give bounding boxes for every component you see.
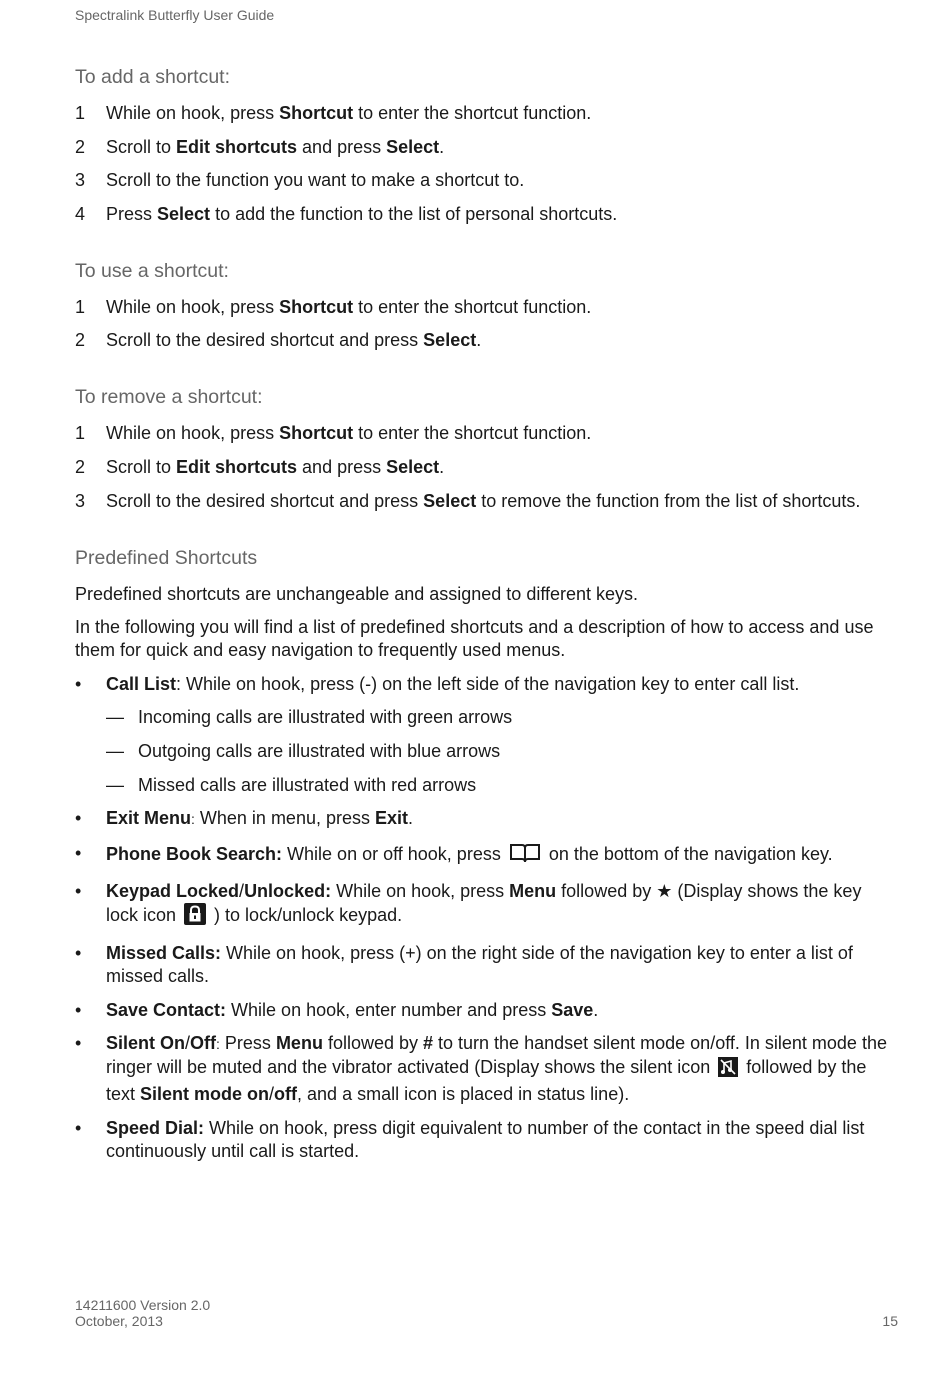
step-number: 1 <box>75 423 86 444</box>
step-text: to enter the shortcut function. <box>353 296 592 317</box>
use-shortcut-heading: To use a shortcut: <box>75 259 229 282</box>
key-label: Menu <box>509 881 557 902</box>
shortcut-desc: While on hook, press (+) on the right side of the navigation key to enter a list of missed calls. <box>106 942 853 986</box>
paragraph: In the following you will find a list of predefined shortcuts and a description of how to access and use them for quick and easy navigation to frequently used menus. <box>75 617 874 661</box>
predefined-shortcuts-heading: Predefined Shortcuts <box>75 546 258 569</box>
step-text: Scroll to the desired shortcut and press <box>106 490 424 511</box>
shortcut-desc: to turn the handset silent mode on/off. In silent mode the ringer will be muted and the vibrator activated (Display shows the silent icon <box>106 1033 887 1078</box>
step-text: to remove the function from the list of shortcuts. <box>476 490 861 511</box>
step-text: Scroll to the function you want to make a shortcut to. <box>106 170 525 191</box>
key-label: Menu <box>275 1033 323 1054</box>
bullet: • <box>75 1117 82 1138</box>
step-text: to enter the shortcut function. <box>353 103 592 123</box>
key-label: Shortcut <box>279 103 354 123</box>
shortcut-desc: While on hook, press digit equivalent to number of the contact in the speed dial list continuously until call is started. <box>106 1117 865 1161</box>
list-item <box>75 880 897 931</box>
key-label: Select <box>157 203 211 224</box>
colon: : <box>191 811 195 828</box>
list-item <box>75 807 897 831</box>
shortcut-desc: followed by <box>322 1033 423 1054</box>
use-shortcut-section <box>75 258 897 353</box>
shortcut-name: Off <box>190 1033 217 1054</box>
dash: — <box>106 740 124 761</box>
slash: / <box>269 1084 275 1105</box>
page-content <box>75 64 897 1173</box>
key-label: Select <box>423 490 477 511</box>
list-item <box>75 740 897 763</box>
step-text: Press <box>106 203 158 224</box>
step-text: to enter the shortcut function. <box>353 423 592 444</box>
document-date: October, 2013 <box>75 1313 163 1329</box>
shortcut-desc: . <box>408 808 414 829</box>
key-label: Save <box>551 999 594 1020</box>
step-text: . <box>439 456 445 477</box>
step-text: Scroll to <box>106 456 177 477</box>
shortcut-name: Missed Calls: <box>106 942 222 963</box>
predefined-shortcuts-section <box>75 545 897 1163</box>
phone-book-icon <box>509 842 541 870</box>
list-item <box>75 136 897 159</box>
document-version: 14211600 Version 2.0 <box>75 1297 211 1313</box>
dash: — <box>106 707 124 728</box>
paragraph: Predefined shortcuts are unchangeable and assigned to different keys. <box>75 583 639 604</box>
step-text: While on hook, press <box>106 103 280 123</box>
shortcut-name: Silent On <box>106 1033 186 1054</box>
list-item <box>75 422 897 445</box>
silent-mode-icon <box>718 1057 738 1083</box>
key-label: Edit shortcuts <box>176 456 298 477</box>
page-footer <box>75 1297 210 1329</box>
key-label: Shortcut <box>279 423 354 444</box>
key-label: Exit <box>375 808 409 829</box>
key-label: off <box>274 1084 298 1105</box>
shortcut-desc: , and a small icon is placed in status line). <box>297 1084 630 1105</box>
page-number: 15 <box>882 1313 898 1329</box>
list-item <box>75 329 897 352</box>
key-label: Silent mode on <box>140 1084 270 1105</box>
sub-item-text: Missed calls are illustrated with red arrows <box>138 774 477 795</box>
bullet: • <box>75 808 82 829</box>
key-label: Select <box>386 456 440 477</box>
key-lock-icon <box>184 903 206 931</box>
shortcut-desc: . <box>593 999 599 1020</box>
step-text: to add the function to the list of personal shortcuts. <box>210 203 618 224</box>
shortcut-desc: While on hook, press <box>331 881 510 902</box>
step-number: 1 <box>75 296 86 317</box>
slash: / <box>239 881 245 902</box>
step-text: . <box>439 136 445 157</box>
bullet: • <box>75 1033 82 1054</box>
dash: — <box>106 774 124 795</box>
sub-item-text: Incoming calls are illustrated with green arrows <box>138 707 513 728</box>
key-label: Shortcut <box>279 296 354 317</box>
bullet: • <box>75 942 82 963</box>
list-item <box>75 1032 897 1106</box>
slash: / <box>185 1033 191 1054</box>
bullet: • <box>75 842 82 863</box>
step-number: 4 <box>75 203 86 224</box>
step-number: 3 <box>75 490 86 511</box>
step-number: 2 <box>75 136 86 157</box>
list-item <box>75 169 897 192</box>
sub-item-text: Outgoing calls are illustrated with blue arrows <box>138 740 501 761</box>
key-label: Select <box>423 330 477 351</box>
shortcut-desc: Press <box>219 1033 276 1054</box>
shortcut-name: Save Contact: <box>106 999 227 1020</box>
bullet: • <box>75 881 82 902</box>
list-item <box>75 706 897 729</box>
list-item <box>75 203 897 226</box>
add-shortcut-section <box>75 64 897 226</box>
shortcut-name: Speed Dial: <box>106 1117 205 1138</box>
shortcut-desc: followed by the text <box>106 1057 867 1105</box>
step-text: While on hook, press <box>106 296 280 317</box>
shortcut-name: Call List <box>106 673 177 694</box>
list-item <box>75 456 897 479</box>
bullet: • <box>75 673 82 694</box>
remove-shortcut-heading: To remove a shortcut: <box>75 386 263 409</box>
list-item <box>75 999 897 1022</box>
shortcut-desc: followed by <box>556 881 657 902</box>
shortcut-desc: When in menu, press <box>194 808 375 829</box>
shortcut-desc: : While on hook, press (-) on the left side of the navigation key to enter call list. <box>176 673 800 694</box>
shortcut-desc: ) to lock/unlock keypad. <box>209 905 403 926</box>
star-key-icon: ★ <box>656 881 673 902</box>
step-number: 3 <box>75 170 86 191</box>
shortcut-desc: (Display shows the key lock icon <box>106 881 862 926</box>
list-item <box>75 842 897 870</box>
step-number: 1 <box>75 103 86 123</box>
add-shortcut-heading: To add a shortcut: <box>75 66 231 88</box>
key-label: Edit shortcuts <box>176 136 298 157</box>
shortcut-name: Keypad Locked <box>106 881 240 902</box>
shortcut-name: Exit Menu <box>106 808 192 829</box>
colon: : <box>216 1036 220 1053</box>
step-text: . <box>476 330 482 351</box>
remove-shortcut-section <box>75 384 897 512</box>
step-text: and press <box>297 136 387 157</box>
running-header: Spectralink Butterfly User Guide <box>75 7 275 23</box>
shortcut-desc: on the bottom of the navigation key. <box>543 843 833 864</box>
key-label: # <box>423 1033 434 1054</box>
list-item <box>75 490 897 513</box>
bullet: • <box>75 999 82 1020</box>
list-item <box>75 296 897 319</box>
list-item <box>75 942 897 988</box>
step-text: While on hook, press <box>106 423 280 444</box>
step-number: 2 <box>75 330 86 351</box>
list-item <box>75 1117 897 1163</box>
key-label: Select <box>386 136 440 157</box>
step-text: and press <box>297 456 387 477</box>
shortcut-desc: While on hook, enter number and press <box>226 999 552 1020</box>
shortcut-desc: While on or off hook, press <box>282 843 506 864</box>
step-text: Scroll to the desired shortcut and press <box>106 330 424 351</box>
list-item <box>75 673 897 696</box>
shortcut-name: Unlocked: <box>244 881 332 902</box>
shortcut-name: Phone Book Search: <box>106 843 283 864</box>
list-item <box>75 102 897 125</box>
list-item <box>75 774 897 797</box>
step-text: Scroll to <box>106 136 177 157</box>
step-number: 2 <box>75 456 86 477</box>
